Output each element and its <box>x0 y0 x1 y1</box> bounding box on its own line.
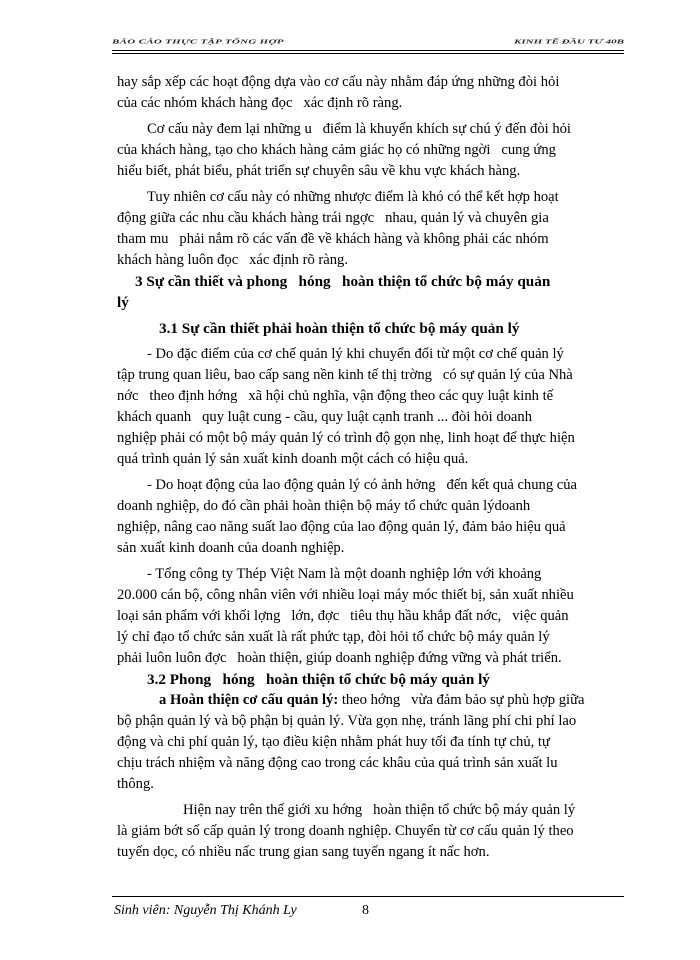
paragraph-line: của các nhóm khách hàng đọc xác định rõ ràng. <box>117 95 403 111</box>
paragraph-line: bộ phận quản lý và bộ phận bị quản lý. Vừa gọn nhẹ, tránh lãng phí chi phí lao <box>117 713 577 729</box>
paragraph-line: khách quanh quy luật cung - cầu, quy luật cạnh tranh ... đòi hỏi doanh <box>117 409 533 425</box>
paragraph-line: loại sản phẩm với khối lợng lớn, đợc tiêu thụ hầu khắp đất nớc, việc quản <box>117 608 569 624</box>
paragraph-line: phải luôn luôn đợc hoàn thiện, giúp doanh nghiệp đứng vững và phát triển. <box>117 650 562 666</box>
paragraph-line: động và chi phí quản lý, tạo điều kiện nhằm phát huy tối đa tính tự chủ, tự <box>117 734 550 750</box>
subsection-heading-3-2: 3.2 Phong hóng hoàn thiện tổ chức bộ máy quản lý <box>147 671 490 688</box>
section-heading-3: 3 Sự cần thiết và phong hóng hoàn thiện tổ chức bộ máy quản <box>135 273 551 290</box>
page-footer <box>112 896 624 926</box>
paragraph-line: doanh nghiệp, do đó cần phải hoàn thiện bộ máy tổ chức quản lýdoanh <box>117 498 531 514</box>
footer-rule <box>112 896 624 897</box>
paragraph-line: của khách hàng, tạo cho khách hàng cảm giác họ có những ngời cung ứng <box>117 142 556 158</box>
header-department: KINH TẾ ĐẦU TƯ 40B <box>514 38 624 46</box>
paragraph-line: khách hàng luôn đọc xác định rõ ràng. <box>117 252 348 268</box>
subsection-heading-3-1: 3.1 Sự cần thiết phải hoàn thiện tổ chức bộ máy quản lý <box>159 320 520 337</box>
paragraph-line: - Tổng công ty Thép Việt Nam là một doanh nghiệp lớn với khoảng <box>147 566 542 582</box>
paragraph-line-with-label <box>117 690 631 711</box>
page-number: 8 <box>362 903 369 918</box>
page-header <box>112 38 624 54</box>
paragraph-line: Hiện nay trên thế giới xu hớng hoàn thiện tổ chức bộ máy quản lý <box>183 802 576 818</box>
section-heading-3-cont: lý <box>117 294 129 311</box>
paragraph-line: tham mu phải nắm rõ các vấn đề về khách hàng và không phải các nhóm <box>117 231 549 247</box>
paragraph-line: nớc theo định hớng xã hội chủ nghĩa, vận động theo các quy luật kinh tế <box>117 388 554 404</box>
paragraph-line: Tuy nhiên cơ cấu này có những nhược điểm là khó có thể kết hợp hoạt <box>147 189 559 205</box>
paragraph-line: tuyến dọc, có nhiều nấc trung gian sang tuyến ngang ít nấc hơn. <box>117 844 490 860</box>
paragraph-line: động giữa các nhu cầu khách hàng trái ngợc nhau, quản lý và chuyên gia <box>117 210 549 226</box>
footer-student-name: Sinh viên: Nguyễn Thị Khánh Ly <box>114 903 297 918</box>
header-rule <box>112 50 624 51</box>
paragraph-line: thông. <box>117 776 154 792</box>
paragraph-line: Cơ cấu này đem lại những u điểm là khuyến khích sự chú ý đến đòi hỏi <box>147 121 571 137</box>
paragraph-line: là giảm bớt số cấp quản lý trong doanh nghiệp. Chuyển từ cơ cấu quản lý theo <box>117 823 574 839</box>
paragraph-line: 20.000 cán bộ, công nhân viên với nhiều loại máy móc thiết bị, sản xuất nhiều <box>117 587 574 603</box>
document-body <box>117 72 631 863</box>
paragraph-line: lý chỉ đạo tổ chức sản xuất là rất phức tạp, đòi hỏi tổ chức bộ máy quản lý <box>117 629 550 645</box>
paragraph-line: sản xuất kinh doanh của doanh nghiệp. <box>117 540 345 556</box>
paragraph-line: chịu trách nhiệm và năng động cao trong các khâu của quá trình sản xuất lu <box>117 755 558 771</box>
header-report-title: BÁO CÁO THỰC TẬP TỔNG HỢP <box>112 38 284 46</box>
paragraph-line: - Do đặc điểm của cơ chế quản lý khi chuyển đổi từ một cơ chế quản lý <box>147 346 564 362</box>
paragraph-line: hiểu biết, phát biểu, phát triển sự chuyên sâu về khu vực khách hàng. <box>117 163 521 179</box>
paragraph-line: - Do hoạt động của lao động quản lý có ảnh hởng đến kết quả chung của <box>147 477 578 493</box>
paragraph-line: hay sắp xếp các hoạt động dựa vào cơ cấu này nhằm đáp ứng những đòi hỏi <box>117 74 560 90</box>
paragraph-lead-text: theo hớng vừa đảm bảo sự phù hợp giữa <box>338 692 585 708</box>
paragraph-line: quá trình quản lý sản xuất kinh doanh một cách có hiệu quả. <box>117 451 469 467</box>
paragraph-line: tập trung quan liêu, bao cấp sang nền kinh tế thị trờng có sự quản lý của Nhà <box>117 367 573 383</box>
paragraph-line: nghiệp phải có một bộ máy quản lý có trình độ gọn nhẹ, linh hoạt để thực hiện <box>117 430 575 446</box>
header-rule-thin <box>112 53 624 54</box>
paragraph-line: nghiệp, nâng cao năng suất lao động của lao động quản lý, đảm bảo hiệu quả <box>117 519 566 535</box>
paragraph-lead-label: a Hoàn thiện cơ cấu quản lý: <box>159 692 339 708</box>
